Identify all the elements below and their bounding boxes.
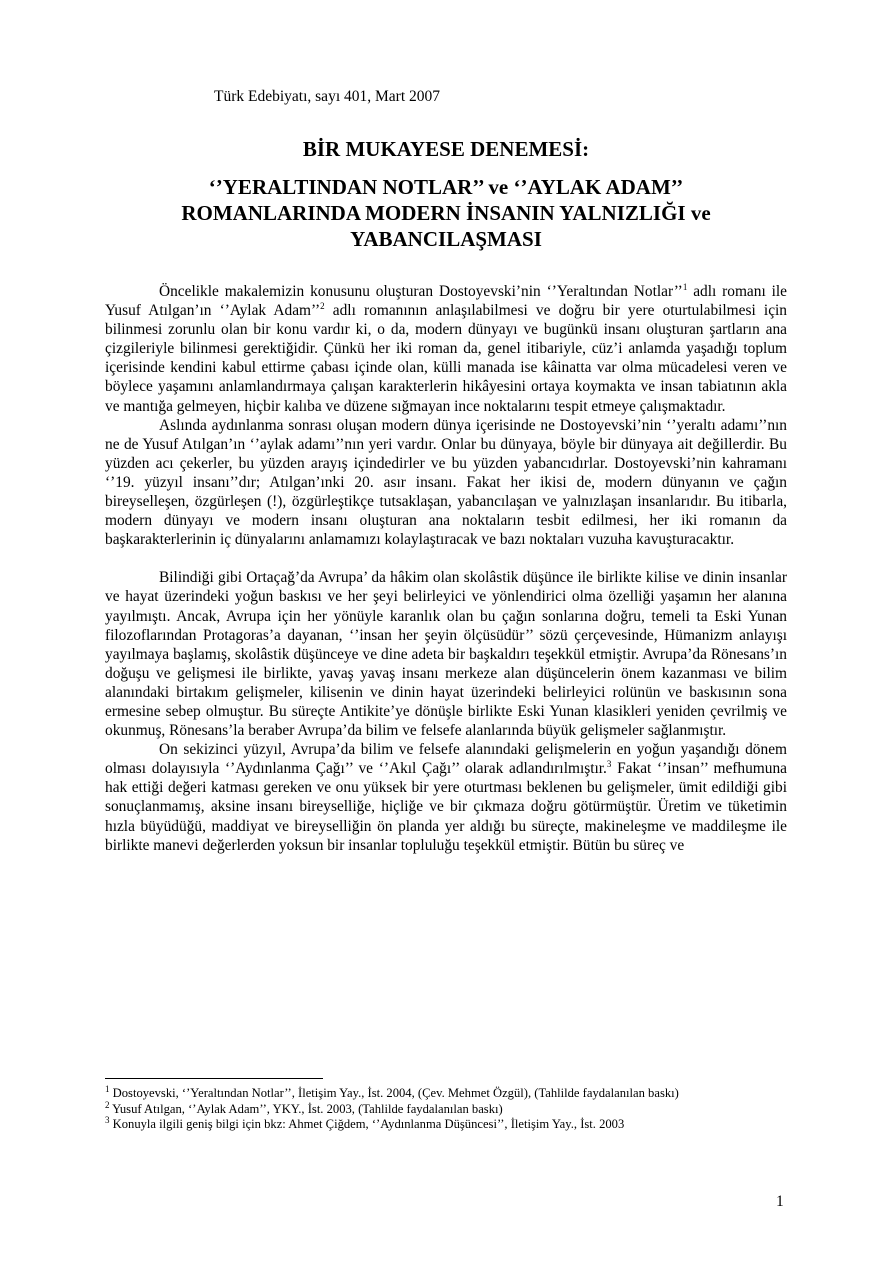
paragraph-1-text-c: adlı romanının anlaşılabilmesi ve doğru bir yere oturtulabilmesi için bilinmesi zorunlu olan bir konu vardır ki, o da, modern dünyayı ve bugünkü insanı oluşturan şartların ana çizgileriyle bilinmesi gerektiğidir. Çünkü her iki roman da, genel itibariyle, cüz’i anlamda yaşadığı toplum içerisinde kendini kabul ettirme çabası içinde olan, külli manada ise kâinatta var olma mücadelesi veren ve böylece yaşamını anlamlandırmaya çalışan karakterlerin hikâyesini ortaya koymakta ve insan tabiatının akla ve mantığa gelmeyen, hiçbir kalıba ve düzene sığmayan ince noktalarını tespit etmeye çalışmaktadır. <box>105 302 787 415</box>
footnote-2-text: Yusuf Atılgan, ‘’Aylak Adam’’, YKY., İst. 2003, (Tahlilde faydalanılan baskı) <box>109 1101 503 1116</box>
paragraph-3: Bilindiği gibi Ortaçağ’da Avrupa’ da hâkim olan skolâstik düşünce ile birlikte kilise ve dinin insanlar ve hayat üzerindeki yoğun baskısı ve her şeyi belirleyici ve yönlendirici olma özelliği yaşamın her alanına yayılmıştı. Ancak, Avrupa için her yönüyle karanlık olan bu çağın sonlarına doğru, temeli ta Eski Yunan filozoflarından Protagoras’a dayanan, ‘’insan her şeyin ölçüsüdür’’ sözü çerçevesinde, Hümanizm anlayışı yayılmaya başlamış, skolâstik düşünceye ve dine adeta bir başkaldırı teşekkül etmiştir. Avrupa’da Rönesans’ın doğuşu ve gelişmesi ile birlikte, yavaş yavaş insanı merkeze alan düşüncelerin önem kazanması ve bilim alanındaki birtakım gelişmeler, kilisenin ve dinin hayat üzerindeki belirleyici rolünün ve baskısının sona ermesine sebep olmuştur. Bu süreçte Antikite’ye dönüşle birlikte Eski Yunan klasikleri yeniden çevrilmiş ve okunmuş, Rönesans’la beraber Avrupa’da bilim ve felsefe alanlarında büyük gelişmeler sağlanmıştır. <box>105 569 787 740</box>
paragraph-1-text-b: adlı romanı ile Yusuf Atılgan’ın ‘’Aylak Adam’’ <box>105 283 787 320</box>
paragraph-4 <box>105 740 787 855</box>
footnote-3-text: Konuyla ilgili geniş bilgi için bkz: Ahmet Çiğdem, ‘’Aydınlanma Düşüncesi’’, İletişim Yay., İst. 2003 <box>109 1117 625 1132</box>
footnote-3-number: 3 <box>105 1115 110 1125</box>
title-line-3: ROMANLARINDA MODERN İNSANIN YALNIZLIĞI ve <box>181 201 711 225</box>
footnote-ref-3: 3 <box>606 759 612 770</box>
footnote-ref-1: 1 <box>682 281 688 292</box>
footnote-3 <box>105 1117 787 1133</box>
journal-source: Türk Edebiyatı, sayı 401, Mart 2007 <box>214 88 440 105</box>
footnote-ref-2: 2 <box>320 300 325 311</box>
title-line-1: BİR MUKAYESE DENEMESİ: <box>302 137 590 161</box>
paragraph-4-text-b: Fakat ‘’insan’’ mefhumuna hak ettiği değeri katması gereken ve onu yüksek bir yere oturtması beklenen bu gelişmeler, ümit edildiği gibi sonuçlanmamış, aksine insanı bireyselliğe, hiçliğe ve bir çıkmaza doğru götürmüştür. Üretim ve tüketimin hızla büyüdüğü, maddiyat ve bireyselliğin ön planda yer aldığı bu süreçte, makineleşme ve maddileşme ile birlikte manevi değerlerden yoksun bir insanlar topluluğu teşekkül etmiştir. Bütün bu süreç ve <box>105 760 787 854</box>
title-line-4: YABANCILAŞMASI <box>350 227 542 251</box>
paragraph-4-text-a: On sekizinci yüzyıl, Avrupa’da bilim ve felsefe alanındaki gelişmelerin en yoğun yaşandığı dönem olması dolayısıyla ‘’Aydınlanma Çağı’’ ve ‘’Akıl Çağı’’ olarak adlandırılmıştır. <box>105 741 787 778</box>
footnote-2-number: 2 <box>105 1099 110 1110</box>
footnote-2 <box>105 1099 787 1118</box>
title-line-2: ‘’YERALTINDAN NOTLAR’’ ve ‘’AYLAK ADAM’’ <box>208 175 684 199</box>
article-body <box>105 282 787 855</box>
footnote-1 <box>105 1083 787 1102</box>
page-number: 1 <box>776 1193 784 1210</box>
footnotes <box>105 1083 787 1133</box>
article-title <box>105 136 787 252</box>
paragraph-1-text-a: Öncelikle makalemizin konusunu oluşturan Dostoyevski’nin ‘’Yeraltından Notlar’’ <box>159 283 683 300</box>
footnote-1-text: Dostoyevski, ‘’Yeraltından Notlar’’, İletişim Yay., İst. 2004, (Çev. Mehmet Özgül), (Tahlilde faydalanılan baskı) <box>109 1086 679 1100</box>
paragraph-1 <box>105 282 787 416</box>
paragraph-2: Aslında aydınlanma sonrası oluşan modern dünya içerisinde ne Dostoyevski’nin ‘’yeraltı adamı’’nın ne de Yusuf Atılgan’ın ‘’aylak adamı’’nın yeri vardır. Onlar bu dünyaya, böyle bir dünyaya ait değillerdir. Bu yüzden acı çekerler, bu yüzden arayış içindedirler ve bu yüzden yabancıdırlar. Dostoyevski’nin kahramanı ‘’19. yüzyıl insanı’’dır; Atılgan’ınki 20. asır insanı. Fakat her ikisi de, modern dünyanın ve çağın bireyselleşen, özgürleşen (!), özgürleştikçe tutsaklaşan, yabancılaşan ve yalnızlaşan insanlarıdır. Bu itibarla, modern dünyayı ve modern insanı oluşturan ana noktaların tesbit edilmesi, her iki romanın da başkarakterlerinin iç dünyalarını anlamamızı kolaylaştıracak ve bazı noktaları vuzuha kavuşturacaktır. <box>105 416 787 549</box>
footnote-divider <box>105 1078 323 1079</box>
footnote-1-number: 1 <box>105 1083 110 1094</box>
